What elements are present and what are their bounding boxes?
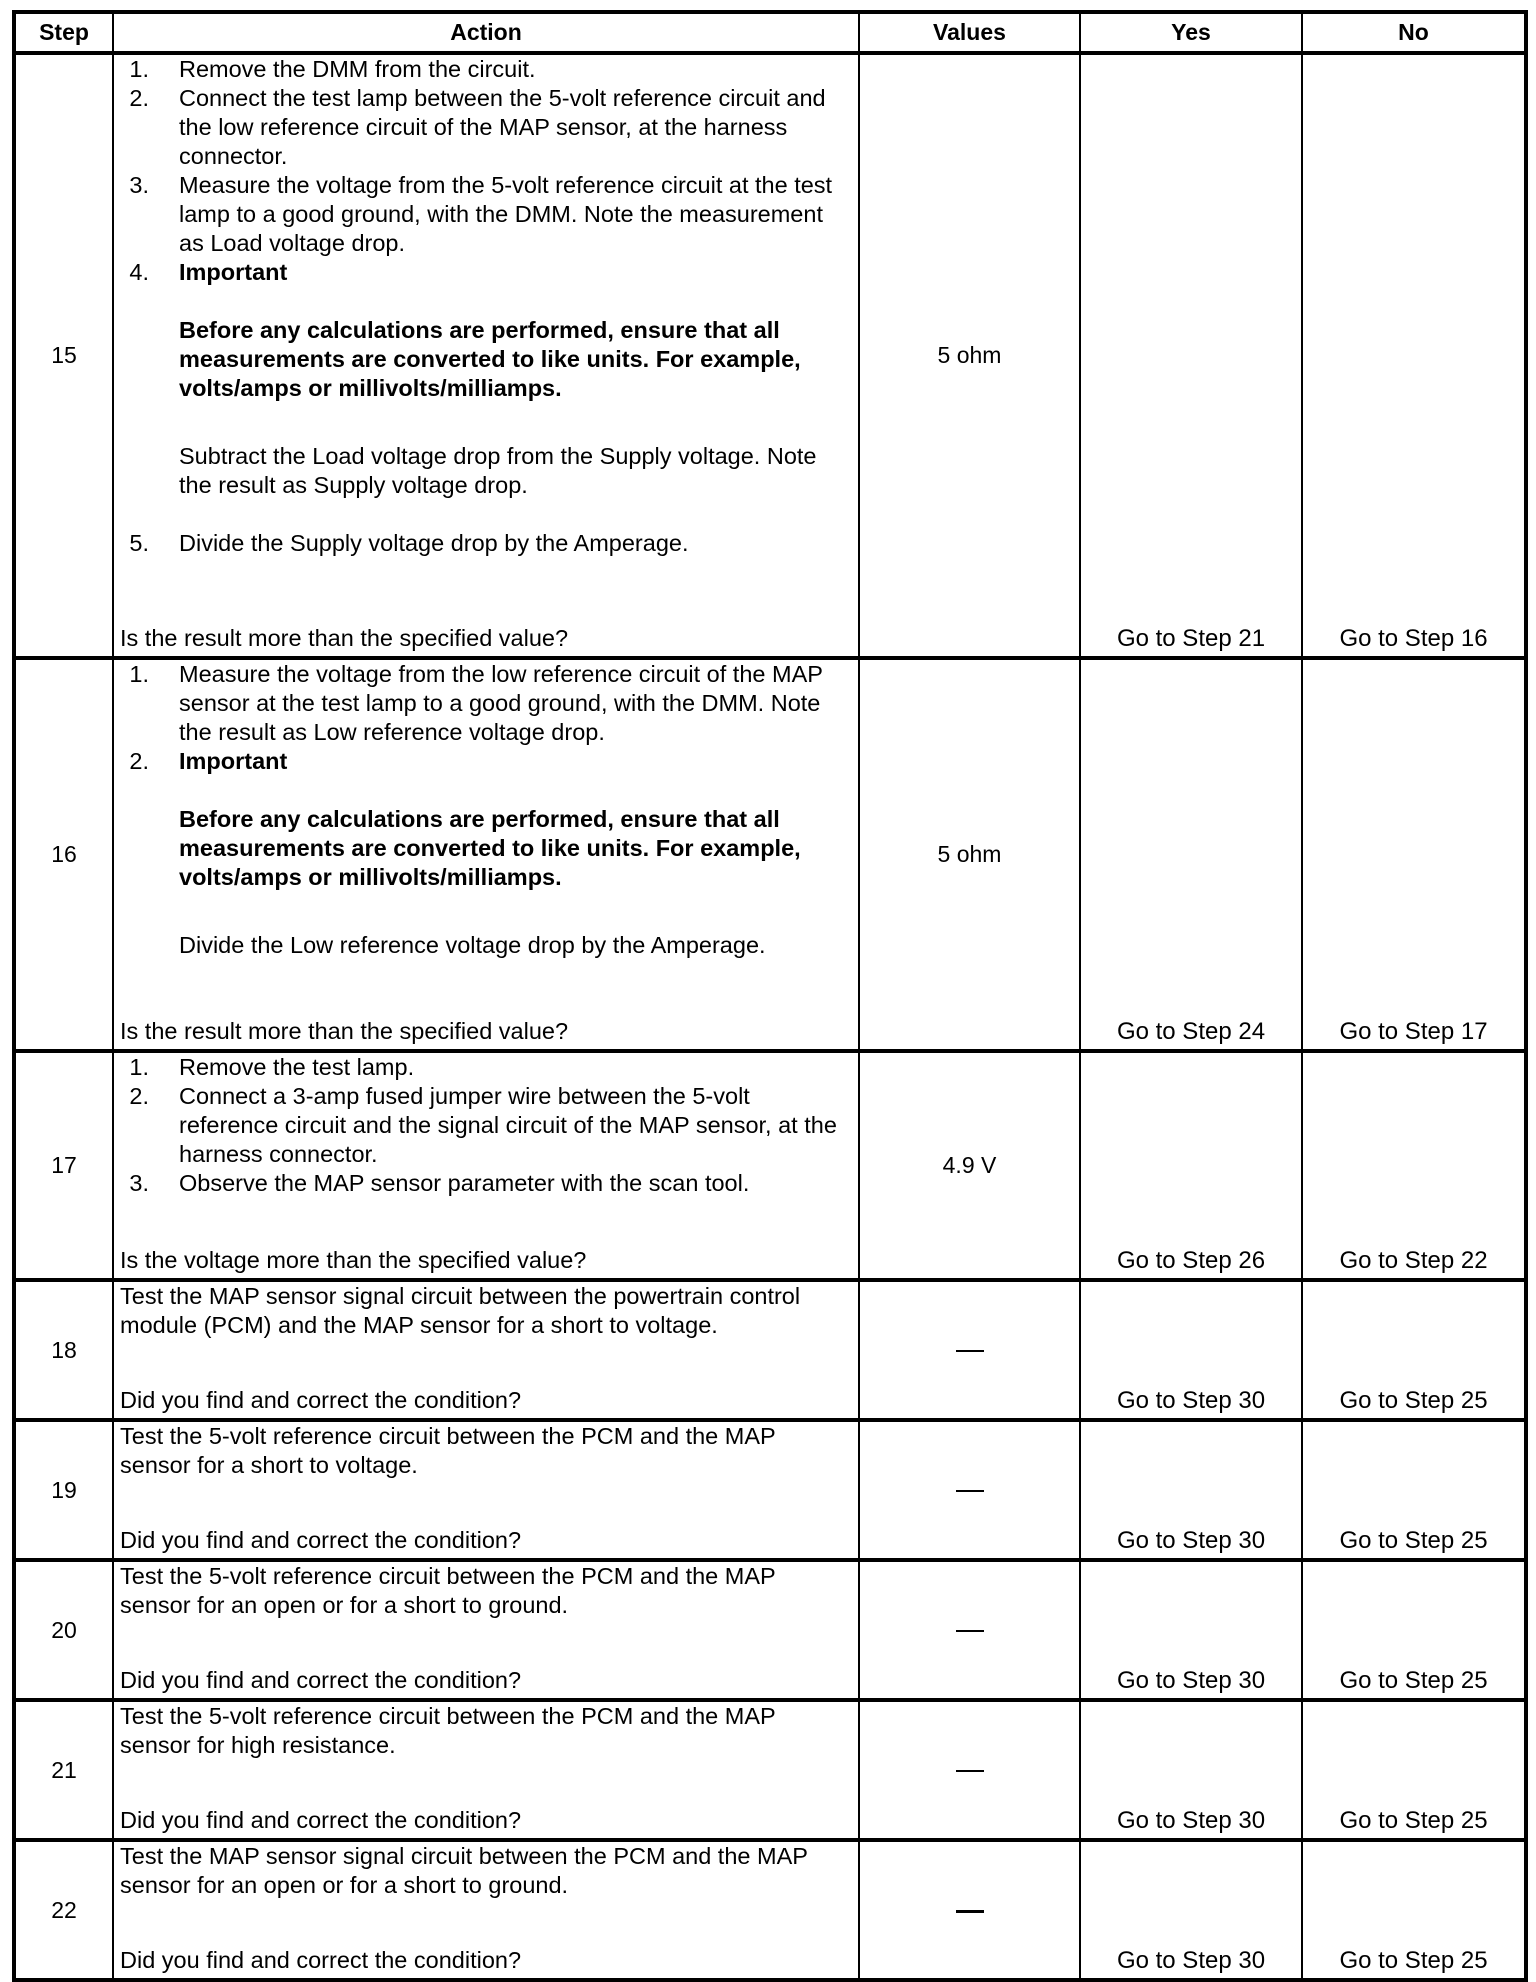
value-cell: 4.9 V bbox=[859, 1051, 1080, 1280]
sub-instruction: Divide the Low reference voltage drop by the Amperage. bbox=[179, 932, 766, 958]
header-step: Step bbox=[14, 12, 113, 53]
action-text: Test the 5-volt reference circuit between the PCM and the MAP sensor for high resistance. bbox=[120, 1703, 776, 1758]
yes-link[interactable]: Go to Step 30 bbox=[1080, 1840, 1302, 1980]
empty-value-dash bbox=[956, 1490, 984, 1492]
empty-value-dash bbox=[956, 1910, 984, 1913]
yes-link[interactable]: Go to Step 30 bbox=[1080, 1560, 1302, 1700]
yes-link[interactable]: Go to Step 30 bbox=[1080, 1420, 1302, 1560]
action-text: Test the 5-volt reference circuit between the PCM and the MAP sensor for a short to voltage. bbox=[120, 1423, 776, 1478]
question-text: Did you find and correct the condition? bbox=[120, 1387, 522, 1413]
action-cell bbox=[113, 1840, 859, 1980]
diagnostic-table bbox=[12, 10, 1528, 1982]
action-cell bbox=[113, 1420, 859, 1560]
empty-value-dash bbox=[956, 1630, 984, 1632]
list-item: 2. Connect the test lamp between the 5-volt reference circuit and the low reference circuit of the MAP sensor, at the harness connector. bbox=[129, 85, 826, 169]
header-no: No bbox=[1302, 12, 1526, 53]
table-row-step-15 bbox=[14, 53, 1526, 658]
header-yes: Yes bbox=[1080, 12, 1302, 53]
value-cell bbox=[859, 1560, 1080, 1700]
table-row-step-22 bbox=[14, 1840, 1526, 1980]
yes-link[interactable]: Go to Step 21 bbox=[1080, 53, 1302, 658]
action-cell bbox=[113, 1700, 859, 1840]
no-link[interactable]: Go to Step 25 bbox=[1302, 1700, 1526, 1840]
step-number: 15 bbox=[14, 53, 113, 658]
action-cell bbox=[113, 1280, 859, 1420]
table-row-step-21 bbox=[14, 1700, 1526, 1840]
units-note: Before any calculations are performed, ensure that all measurements are converted to like units. For example, volts/amps or millivolts/milliamps. bbox=[179, 317, 801, 401]
no-link[interactable]: Go to Step 17 bbox=[1302, 658, 1526, 1051]
list-item: 3. Observe the MAP sensor parameter with the scan tool. bbox=[129, 1170, 750, 1196]
table-row-step-18 bbox=[14, 1280, 1526, 1420]
value-cell bbox=[859, 1420, 1080, 1560]
no-link[interactable]: Go to Step 25 bbox=[1302, 1280, 1526, 1420]
no-link[interactable]: Go to Step 25 bbox=[1302, 1420, 1526, 1560]
question-text: Is the voltage more than the specified value? bbox=[120, 1247, 587, 1273]
no-link[interactable]: Go to Step 22 bbox=[1302, 1051, 1526, 1280]
question-text: Did you find and correct the condition? bbox=[120, 1807, 522, 1833]
step-number: 16 bbox=[14, 658, 113, 1051]
header-values: Values bbox=[859, 12, 1080, 53]
yes-link[interactable]: Go to Step 30 bbox=[1080, 1280, 1302, 1420]
step-number: 21 bbox=[14, 1700, 113, 1840]
units-note: Before any calculations are performed, ensure that all measurements are converted to like units. For example, volts/amps or millivolts/milliamps. bbox=[179, 806, 801, 890]
list-item: 1. Remove the test lamp. bbox=[129, 1054, 415, 1080]
table-row-step-19 bbox=[14, 1420, 1526, 1560]
value-cell: 5 ohm bbox=[859, 53, 1080, 658]
empty-value-dash bbox=[956, 1770, 984, 1772]
list-item: 5. Divide the Supply voltage drop by the Amperage. bbox=[129, 530, 689, 556]
yes-link[interactable]: Go to Step 30 bbox=[1080, 1700, 1302, 1840]
step-number: 19 bbox=[14, 1420, 113, 1560]
list-item: 3. Measure the voltage from the 5-volt reference circuit at the test lamp to a good ground, with the DMM. Note the measurement as Load voltage drop. bbox=[129, 172, 833, 256]
no-link[interactable]: Go to Step 25 bbox=[1302, 1840, 1526, 1980]
question-text: Did you find and correct the condition? bbox=[120, 1527, 522, 1553]
yes-link[interactable]: Go to Step 26 bbox=[1080, 1051, 1302, 1280]
action-cell bbox=[113, 1051, 859, 1280]
action-cell bbox=[113, 1560, 859, 1700]
list-item: 4. Important Before any calculations are performed, ensure that all measurements are converted to like units. For example, volts/amps or millivolts/milliamps. Subtract the Load voltage drop from the Supply voltage. Note the result as Supply voltage drop. bbox=[120, 258, 858, 529]
important-label: Important bbox=[179, 748, 288, 774]
value-cell bbox=[859, 1700, 1080, 1840]
table-row-step-17 bbox=[14, 1051, 1526, 1280]
table-row-step-16 bbox=[14, 658, 1526, 1051]
yes-link[interactable]: Go to Step 24 bbox=[1080, 658, 1302, 1051]
question-text: Is the result more than the specified value? bbox=[120, 1018, 569, 1044]
value-cell bbox=[859, 1280, 1080, 1420]
action-text: Test the 5-volt reference circuit between the PCM and the MAP sensor for an open or for a short to ground. bbox=[120, 1563, 776, 1618]
important-label: Important bbox=[179, 259, 288, 285]
question-text: Did you find and correct the condition? bbox=[120, 1947, 522, 1973]
question-text: Did you find and correct the condition? bbox=[120, 1667, 522, 1693]
list-item: 1. Remove the DMM from the circuit. bbox=[129, 56, 536, 82]
value-cell bbox=[859, 1840, 1080, 1980]
header-action: Action bbox=[113, 12, 859, 53]
sub-instruction: Subtract the Load voltage drop from the Supply voltage. Note the result as Supply voltage drop. bbox=[179, 443, 817, 498]
step-number: 17 bbox=[14, 1051, 113, 1280]
header-row bbox=[14, 12, 1526, 53]
action-cell bbox=[113, 658, 859, 1051]
step-number: 18 bbox=[14, 1280, 113, 1420]
action-cell bbox=[113, 53, 859, 658]
list-item: 1. Measure the voltage from the low reference circuit of the MAP sensor at the test lamp to a good ground, with the DMM. Note the result as Low reference voltage drop. bbox=[129, 661, 823, 745]
action-text: Test the MAP sensor signal circuit between the PCM and the MAP sensor for an open or for a short to ground. bbox=[120, 1843, 808, 1898]
step-number: 22 bbox=[14, 1840, 113, 1980]
list-item: 2. Connect a 3-amp fused jumper wire between the 5-volt reference circuit and the signal circuit of the MAP sensor, at the harness connector. bbox=[129, 1083, 837, 1167]
empty-value-dash bbox=[956, 1350, 984, 1352]
action-text: Test the MAP sensor signal circuit between the powertrain control module (PCM) and the MAP sensor for a short to voltage. bbox=[120, 1283, 801, 1338]
list-item: 2. Important Before any calculations are performed, ensure that all measurements are converted to like units. For example, volts/amps or millivolts/milliamps. Divide the Low reference voltage drop by the Amperage. bbox=[120, 747, 858, 960]
diagnostic-table-wrapper bbox=[12, 10, 1524, 1982]
no-link[interactable]: Go to Step 16 bbox=[1302, 53, 1526, 658]
value-cell: 5 ohm bbox=[859, 658, 1080, 1051]
step-number: 20 bbox=[14, 1560, 113, 1700]
question-text: Is the result more than the specified value? bbox=[120, 625, 569, 651]
table-row-step-20 bbox=[14, 1560, 1526, 1700]
no-link[interactable]: Go to Step 25 bbox=[1302, 1560, 1526, 1700]
